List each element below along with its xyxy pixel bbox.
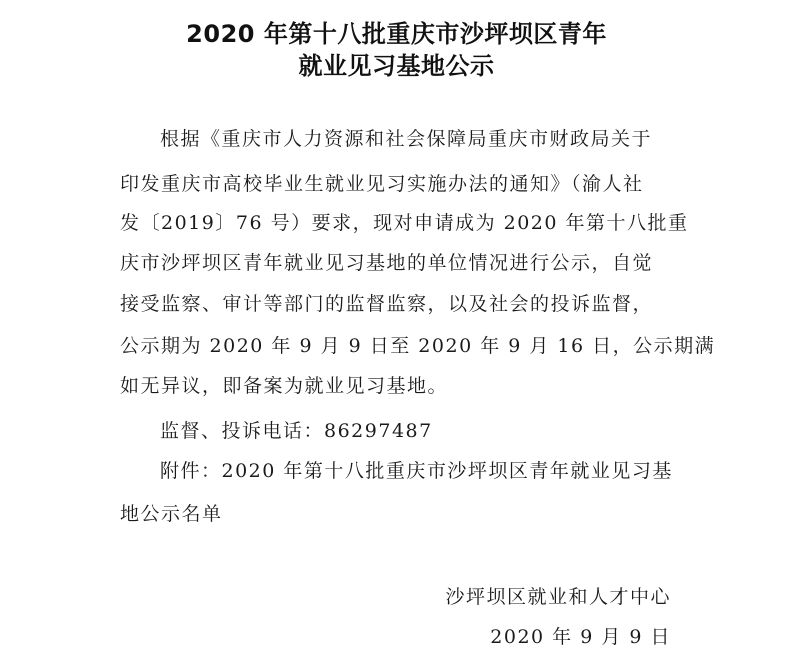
- complaint-phone-line: 监督、投诉电话：86297487: [160, 420, 433, 442]
- paragraph-line: 公示期为 2020 年 9 月 9 日至 2020 年 9 月 16 日，公示期满: [120, 335, 716, 357]
- issue-date: 2020 年 9 月 9 日: [490, 626, 671, 648]
- paragraph-line: 根据《重庆市人力资源和社会保障局重庆市财政局关于: [160, 128, 653, 150]
- paragraph-line: 发〔2019〕76 号）要求，现对申请成为 2020 年第十八批重: [120, 212, 689, 234]
- paragraph-line: 如无异议，即备案为就业见习基地。: [120, 375, 449, 397]
- paragraph-line: 印发重庆市高校毕业生就业见习实施办法的通知》（渝人社: [120, 173, 644, 195]
- paragraph-line: 庆市沙坪坝区青年就业见习基地的单位情况进行公示，自觉: [120, 252, 654, 274]
- attachment-line-1: 附件：2020 年第十八批重庆市沙坪坝区青年就业见习基: [160, 460, 673, 482]
- attachment-line-2: 地公示名单: [120, 503, 223, 525]
- paragraph-line: 接受监察、审计等部门的监督监察，以及社会的投诉监督，: [120, 293, 654, 315]
- document-title-line-1: 2020 年第十八批重庆市沙坪坝区青年: [186, 20, 607, 48]
- issuer-signature: 沙坪坝区就业和人才中心: [445, 586, 671, 608]
- document-title-line-2: 就业见习基地公示: [298, 52, 495, 80]
